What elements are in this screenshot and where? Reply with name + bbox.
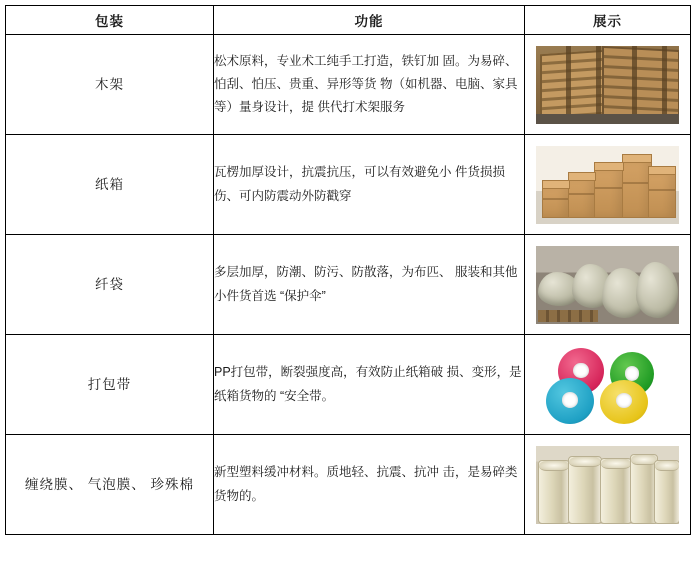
package-display-cell bbox=[525, 235, 691, 335]
table-row bbox=[6, 35, 691, 135]
package-display-cell bbox=[525, 435, 691, 535]
table-body bbox=[6, 35, 691, 535]
woven-bags-photo bbox=[536, 246, 679, 324]
package-name-cell: 纸箱 bbox=[6, 135, 214, 235]
packaging-table-sheet bbox=[0, 5, 699, 575]
package-display-cell bbox=[525, 335, 691, 435]
package-name-cell: 打包带 bbox=[6, 335, 214, 435]
package-display-cell bbox=[525, 135, 691, 235]
column-header-display: 展示 bbox=[525, 6, 691, 35]
table-row bbox=[6, 135, 691, 235]
wooden-crate-photo bbox=[536, 46, 679, 124]
table-header-row bbox=[6, 6, 691, 35]
package-function-cell: 多层加厚，防潮、防污、防散落，为布匹、 服装和其他小件货首选 “保护伞” bbox=[214, 235, 525, 335]
carton-boxes-photo bbox=[536, 146, 679, 224]
package-name-cell: 纤袋 bbox=[6, 235, 214, 335]
packaging-table bbox=[5, 5, 691, 535]
table-row bbox=[6, 335, 691, 435]
column-header-package: 包装 bbox=[6, 6, 214, 35]
package-name-cell: 木架 bbox=[6, 35, 214, 135]
package-function-cell: PP打包带，断裂强度高，有效防止纸箱破 损、变形，是纸箱货物的 “安全带。 bbox=[214, 335, 525, 435]
table-row bbox=[6, 235, 691, 335]
table-header bbox=[6, 6, 691, 35]
package-name-cell: 缠绕膜、 气泡膜、 珍殊棉 bbox=[6, 435, 214, 535]
package-display-cell bbox=[525, 35, 691, 135]
stretch-film-rolls-photo bbox=[536, 446, 679, 524]
column-header-function: 功能 bbox=[214, 6, 525, 35]
table-row bbox=[6, 435, 691, 535]
strapping-coils-photo bbox=[536, 346, 679, 424]
package-function-cell: 松术原料，专业术工纯手工打造，铁钉加 固。为易碎、怕刮、怕压、贵重、异形等货 物（如机器、电脑、家具等）量身设计，提 供代打术架服务 bbox=[214, 35, 525, 135]
package-function-cell: 新型塑料缓冲材料。质地轻、抗震、抗冲 击，是易碎类货物的。 bbox=[214, 435, 525, 535]
package-function-cell: 瓦楞加厚设计，抗震抗压，可以有效避免小 件货损损伤、可内防震动外防戳穿 bbox=[214, 135, 525, 235]
